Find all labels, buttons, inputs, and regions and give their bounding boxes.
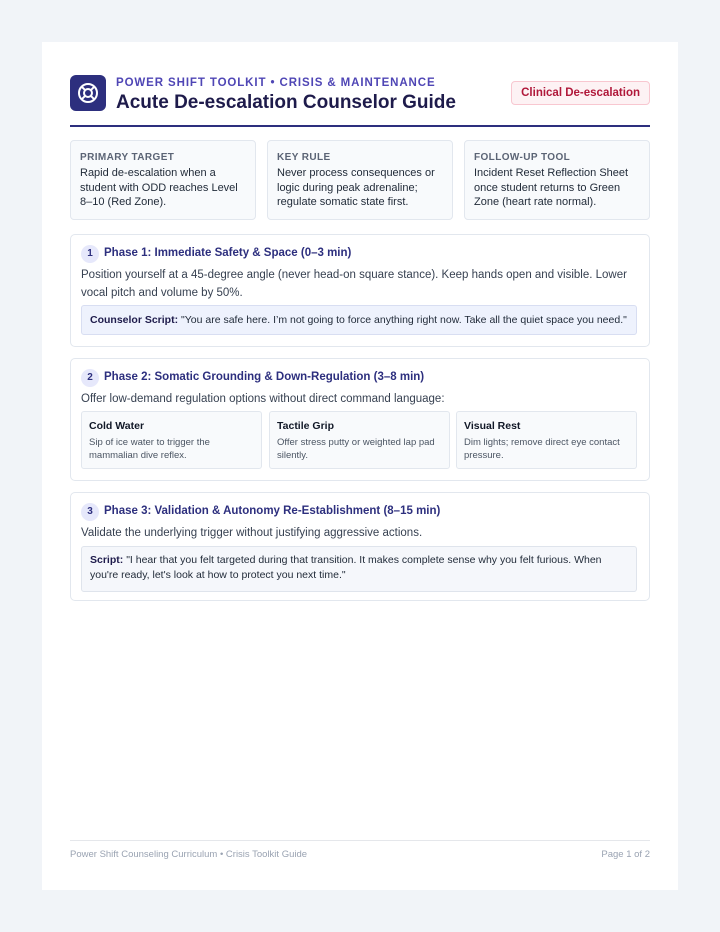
script-text: "You are safe here. I’m not going to force anything right now. Take all the quiet space you need." (181, 314, 627, 326)
phase-title: Phase 2: Somatic Grounding & Down-Regulation (3–8 min) (104, 371, 425, 383)
script-label: Script: (90, 554, 124, 566)
phase-number: 2 (81, 369, 99, 387)
phase-title: Phase 3: Validation & Autonomy Re-Establishment (8–15 min) (104, 505, 441, 517)
document-page (42, 42, 678, 890)
header-kicker: POWER SHIFT TOOLKIT • CRISIS & MAINTENANCE (116, 77, 436, 89)
header-divider (70, 125, 650, 127)
summary-card-label: FOLLOW-UP TOOL (474, 152, 571, 163)
phase-2-section (70, 358, 650, 481)
option-text: Sip of ice water to trigger the mammalian dive reflex. (89, 437, 210, 461)
script-label: Counselor Script: (90, 314, 179, 326)
script-text: "I hear that you felt targeted during that transition. It makes complete sense why you felt furious. When you're ready, let's look at how to protect you next time." (90, 554, 602, 581)
summary-card-label: PRIMARY TARGET (80, 152, 175, 163)
summary-card-follow-up-tool (464, 140, 650, 220)
counselor-script (81, 305, 637, 335)
summary-card-text: Never process consequences or logic during peak adrenaline; regulate somatic state first. (277, 167, 435, 208)
option-tactile-grip (269, 411, 450, 469)
category-badge: Clinical De-escalation (511, 81, 650, 105)
summary-cards (70, 140, 650, 220)
phase-body: Position yourself at a 45-degree angle (never head-on square stance). Keep hands open and visible. Lower vocal pitch and volume by 50%. (81, 269, 627, 299)
summary-card-key-rule (267, 140, 453, 220)
page-number: Page 1 of 2 (601, 849, 650, 860)
lifebuoy-icon (70, 75, 106, 111)
option-title: Cold Water (89, 420, 145, 432)
document-header (70, 74, 650, 126)
counselor-script (81, 546, 637, 592)
option-visual-rest (456, 411, 637, 469)
footer-text: Power Shift Counseling Curriculum • Crisis Toolkit Guide (70, 849, 308, 860)
option-cold-water (81, 411, 262, 469)
phase-number: 1 (81, 245, 99, 263)
option-title: Visual Rest (464, 420, 521, 432)
regulation-options (81, 411, 637, 469)
option-title: Tactile Grip (277, 420, 334, 432)
summary-card-text: Incident Reset Reflection Sheet once student returns to Green Zone (heart rate normal). (474, 167, 629, 208)
phase-body: Offer low-demand regulation options without direct command language: (81, 393, 445, 405)
phase-title: Phase 1: Immediate Safety & Space (0–3 min) (104, 247, 352, 259)
option-text: Offer stress putty or weighted lap pad silently. (277, 437, 435, 461)
phase-number: 3 (81, 503, 99, 521)
page-title: Acute De-escalation Counselor Guide (116, 92, 456, 113)
summary-card-label: KEY RULE (277, 152, 331, 163)
phase-3-section (70, 492, 650, 601)
summary-card-text: Rapid de-escalation when a student with ODD reaches Level 8–10 (Red Zone). (80, 167, 238, 208)
phase-body: Validate the underlying trigger without justifying aggressive actions. (81, 527, 423, 539)
option-text: Dim lights; remove direct eye contact pressure. (464, 437, 620, 461)
phase-1-section (70, 234, 650, 347)
footer-divider (70, 840, 650, 841)
summary-card-primary-target (70, 140, 256, 220)
